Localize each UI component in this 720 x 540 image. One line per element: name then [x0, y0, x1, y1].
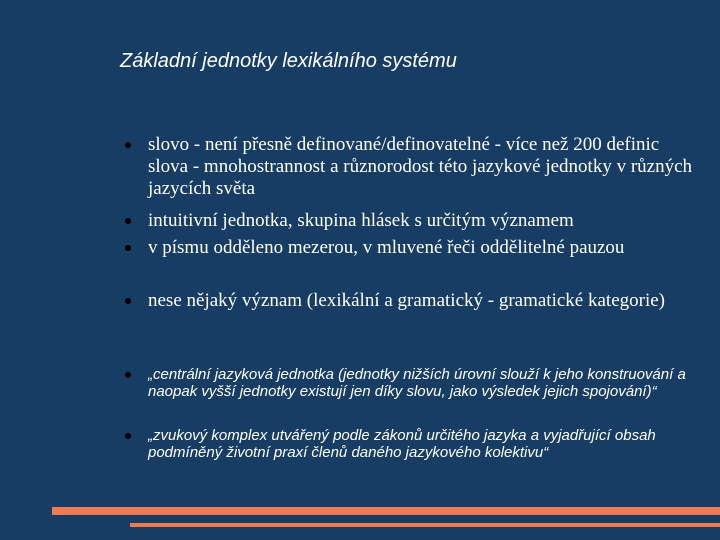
- bullet-dot-icon: [125, 298, 131, 304]
- quote-item-sound-complex: [148, 427, 703, 461]
- slide-title: Základní jednotky lexikálního systému: [120, 50, 457, 72]
- bullet-text: nese nějaký význam (lexikální a gramatický - gramatické kategorie): [148, 290, 665, 311]
- bullet-item-meaning: [148, 290, 703, 312]
- bullet-dot-icon: [125, 372, 131, 378]
- decorative-bar-top: [52, 507, 720, 515]
- quote-item-central-unit: [148, 366, 703, 400]
- bullet-dot-icon: [125, 433, 131, 439]
- bullet-dot-icon: [125, 218, 131, 224]
- bullet-text: v písmu odděleno mezerou, v mluvené řeči oddělitelné pauzou: [148, 237, 625, 258]
- bullet-dot-icon: [125, 142, 131, 148]
- bullet-item-slovo: [148, 134, 703, 200]
- decorative-bar-bottom: [130, 523, 720, 527]
- bullet-text: intuitivní jednotka, skupina hlásek s určitým významem: [148, 210, 574, 231]
- bullet-dot-icon: [125, 245, 131, 251]
- bullet-item-separation: [148, 237, 703, 259]
- bullet-item-intuitive-unit: [148, 210, 703, 232]
- bullet-text: slovo - není přesně definované/definovatelné - více než 200 definic slova - mnohostrannost a různorodost této jazykové jednotky v různých jazycích světa: [148, 134, 693, 199]
- quote-text: „centrální jazyková jednotka (jednotky nižších úrovní slouží k jeho konstruování a naopak vyšší jednotky existují jen díky slovu, jako výsledek jejich spojování)“: [148, 366, 686, 400]
- quote-text: „zvukový komplex utvářený podle zákonů určitého jazyka a vyjadřující obsah podmíněný životní praxí členů daného jazykového kolektivu“: [148, 427, 656, 461]
